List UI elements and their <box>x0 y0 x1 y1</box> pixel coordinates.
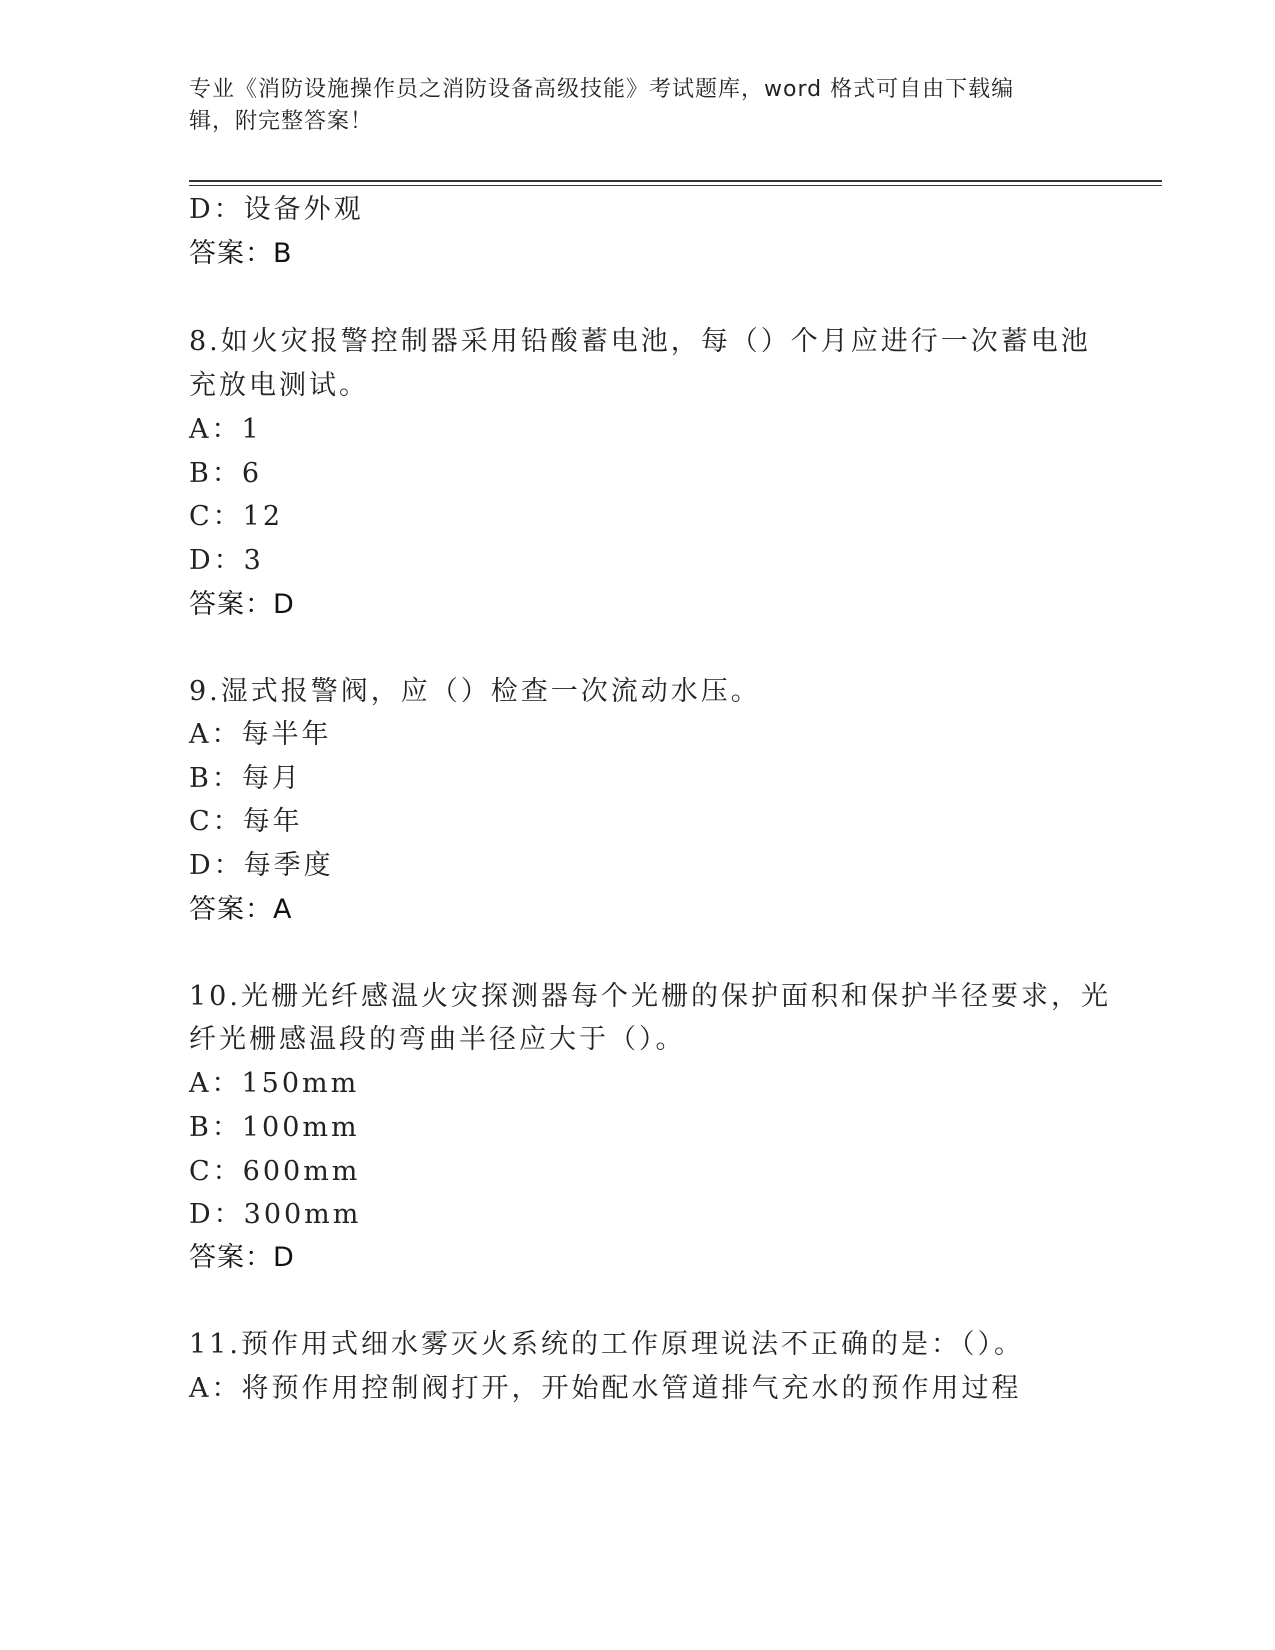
option-b: B：每月 <box>189 763 302 794</box>
answer: 答案：D <box>189 589 295 620</box>
option-d: D：每季度 <box>189 850 334 881</box>
option-a: A：150mm <box>189 1068 360 1099</box>
option-b: B：6 <box>189 458 263 489</box>
option-a: A：每半年 <box>189 719 332 750</box>
question-stem: 9.湿式报警阀，应（）检查一次流动水压。 <box>189 676 761 707</box>
option-b: B：100mm <box>189 1112 360 1143</box>
header-divider-thin <box>189 185 1162 186</box>
option-a: A：1 <box>189 414 262 445</box>
question-stem-continued: 纤光栅感温段的弯曲半径应大于（）。 <box>189 1024 686 1055</box>
question-stem: 11.预作用式细水雾灭火系统的工作原理说法不正确的是：（）。 <box>189 1329 1024 1360</box>
answer: 答案：A <box>189 894 293 925</box>
option-a: A：将预作用控制阀打开，开始配水管道排气充水的预作用过程 <box>189 1373 1022 1404</box>
question-stem-continued: 充放电测试。 <box>189 370 369 401</box>
option-d: D：300mm <box>189 1199 362 1230</box>
document-header <box>189 74 1089 138</box>
option-c: C：12 <box>189 501 284 532</box>
answer: 答案：B <box>189 238 293 269</box>
option-d: D：3 <box>189 545 264 576</box>
question-stem: 8.如火灾报警控制器采用铅酸蓄电池，每（）个月应进行一次蓄电池 <box>189 326 1091 357</box>
option-c: C：每年 <box>189 806 303 837</box>
answer: 答案：D <box>189 1242 295 1273</box>
header-line-2: 辑，附完整答案！ <box>189 109 374 134</box>
option-d: D：设备外观 <box>189 194 364 225</box>
question-stem: 10.光栅光纤感温火灾探测器每个光栅的保护面积和保护半径要求，光 <box>189 981 1111 1012</box>
option-c: C：600mm <box>189 1156 361 1187</box>
header-line-1: 专业《消防设施操作员之消防设备高级技能》考试题库，word 格式可自由下载编 <box>189 77 1015 102</box>
header-divider-thick <box>189 180 1162 182</box>
